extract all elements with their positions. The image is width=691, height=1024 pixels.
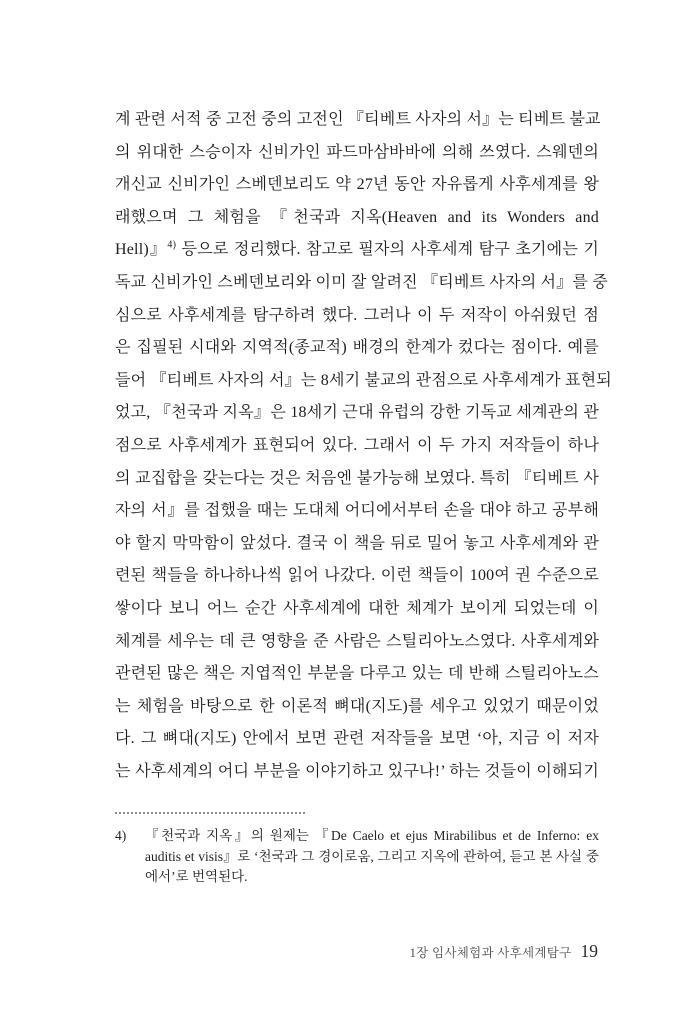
running-chapter-title: 1장 임사체험과 사후세계탐구 — [409, 946, 572, 960]
text-line: 자의 서』를 접했을 때는 도대체 어디에서부터 손을 대야 하고 공부해 — [115, 502, 599, 520]
text-line: 독교 신비가인 스베덴보리와 이미 잘 알려진 『티베트 사자의 서』를 중 — [115, 273, 608, 291]
text-segment: 등으로 정리했다. 참고로 필자의 사후세계 탐구 초기에는 기 — [176, 241, 599, 259]
footnote-marker: 4) — [115, 828, 127, 843]
footnote-block — [115, 812, 599, 888]
text-line: 래했으며 그 체험을 『천국과 지옥(Heaven and its Wonders and — [115, 208, 599, 226]
footnote-line: 에서’로 번역된다. — [145, 869, 248, 884]
text-line: 는 사후세계의 어디 부분을 이야기하고 있구나!’ 하는 것들이 이해되기 — [115, 762, 599, 780]
text-line: 었고, 『천국과 지옥』은 18세기 근대 유럽의 강한 기독교 세계관의 관 — [115, 404, 599, 422]
text-line-with-footnote-ref — [115, 234, 599, 267]
footnote-reference: 4) — [167, 240, 177, 252]
text-line: 개신교 신비가인 스베덴보리도 약 27년 동안 자유롭게 사후세계를 왕 — [115, 176, 599, 194]
footnote-separator — [115, 812, 305, 814]
body-text — [115, 104, 612, 788]
text-line: 다. 그 뼈대(지도) 안에서 보면 관련 저작들을 보면 ‘아, 지금 이 저자 — [115, 730, 599, 748]
text-line: 들어 『티베트 사자의 서』는 8세기 불교의 관점으로 사후세계가 표현되 — [115, 371, 612, 389]
text-line: 야 할지 막막함이 앞섰다. 결국 이 책을 뒤로 밀어 놓고 사후세계와 관 — [115, 534, 599, 552]
text-line: 심으로 사후세계를 탐구하려 했다. 그러나 이 두 저작이 아쉬웠던 점 — [115, 306, 599, 324]
text-line: 관련된 많은 책은 지엽적인 부분을 다루고 있는 데 반해 스틸리아노스 — [115, 665, 599, 683]
text-line: 는 체험을 바탕으로 한 이론적 뼈대(지도)를 세우고 있었기 때문이었 — [115, 697, 599, 715]
text-line: 점으로 사후세계가 표현되어 있다. 그래서 이 두 가지 저작들이 하나 — [115, 436, 599, 454]
footnote-item — [115, 826, 599, 888]
text-line: 은 집필된 시대와 지역적(종교적) 배경의 한계가 컸다는 점이다. 예를 — [115, 339, 599, 357]
text-line: 계 관련 서적 중 고전 중의 고전인 『티베트 사자의 서』는 티베트 불교 — [115, 111, 601, 128]
page-footer — [410, 941, 598, 962]
text-line: 련된 책들을 하나하나씩 읽어 나갔다. 이런 책들이 100여 권 수준으로 — [115, 567, 599, 585]
text-line: 쌓이다 보니 어느 순간 사후세계에 대한 체계가 보이게 되었는데 이 — [115, 599, 599, 617]
text-line: 체계를 세우는 데 큰 영향을 준 사람은 스틸리아노스였다. 사후세계와 — [115, 632, 599, 650]
text-line: 의 교집합을 갖는다는 것은 처음엔 불가능해 보였다. 특히 『티베트 사 — [115, 469, 599, 487]
page-number: 19 — [580, 941, 598, 961]
text-line: 의 위대한 스승이자 신비가인 파드마삼바바에 의해 쓰였다. 스웨덴의 — [115, 143, 599, 161]
footnote-line: auditis et visis』로 ‘천국과 그 경이로움, 그리고 지옥에 관하여, 듣고 본 사실 중 — [145, 848, 599, 864]
text-segment: Hell)』 — [115, 241, 168, 259]
footnote-text — [145, 826, 599, 888]
footnote-line: 『천국과 지옥』의 원제는 『De Caelo et ejus Mirabilibus et de Inferno: ex — [145, 828, 599, 843]
